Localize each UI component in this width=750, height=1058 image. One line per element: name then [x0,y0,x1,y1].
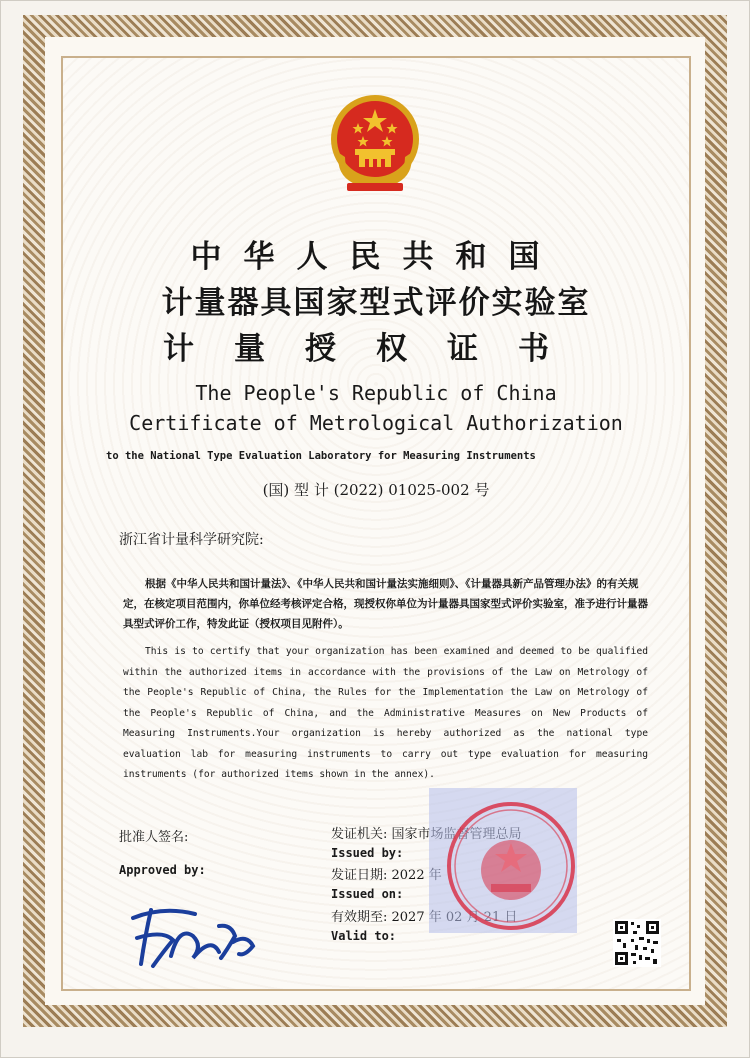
title-en-line1: The People's Republic of China [195,381,557,405]
issue-date-label-cn: 发证日期: 2022 年 [331,868,442,883]
handwritten-signature [123,896,263,976]
body-text-cn: 根据《中华人民共和国计量法》、《中华人民共和国计量法实施细则》、《计量器具新产品管理办法》的有关规定，在核定项目范围内，你单位经考核评定合格，现授权你单位为计量器具国家型式评价实验室，准予进行计量器具型式评价工作，特发此证（授权项目见附件）。 [123,578,648,630]
issuer-label-cn: 发证机关: 国家市场监督管理总局 [331,827,522,842]
certificate-number: (国) 型 计 (2022) 01025-002 号 [262,481,490,499]
title-en-subtitle: to the National Type Evaluation Laboratory for Measuring Instruments [106,450,536,462]
title-en-line2: Certificate of Metrological Authorization [129,411,623,435]
valid-date-label-en: Valid to: [331,929,397,943]
national-emblem-icon [325,91,425,196]
issuer-label-en: Issued by: [331,846,404,860]
qr-code-icon [613,919,661,967]
title-cn-line1: 中华人民共和国 [190,239,562,275]
approver-label-en: Approved by: [119,863,206,877]
title-cn-line2: 计量器具国家型式评价实验室 [161,285,591,321]
approver-label-cn: 批准人签名: [119,830,189,845]
official-seal-icon [429,788,577,933]
body-text-en: This is to certify that your organization has been examined and deemed to be qualified within the authorized items in accordance with the provisions of the Law on Metrology of the People's Republic of China, the Rules for the Implementation the Law on Metrology of the People's Republic of China, and the Administrative Measures on New Products of Measuring Instruments.Your organization is hereby authorized as the national type evaluation lab for measuring instruments to carry out type evaluation for measuring instruments (for authorized items shown in the annex). [123,646,648,780]
title-cn-line3: 计量授权证书 [163,331,589,367]
recipient-name: 浙江省计量科学研究院: [119,532,264,548]
valid-date-label-cn: 有效期至: 2027 年 02 月 21 日 [331,910,518,925]
issue-date-label-en: Issued on: [331,887,404,901]
